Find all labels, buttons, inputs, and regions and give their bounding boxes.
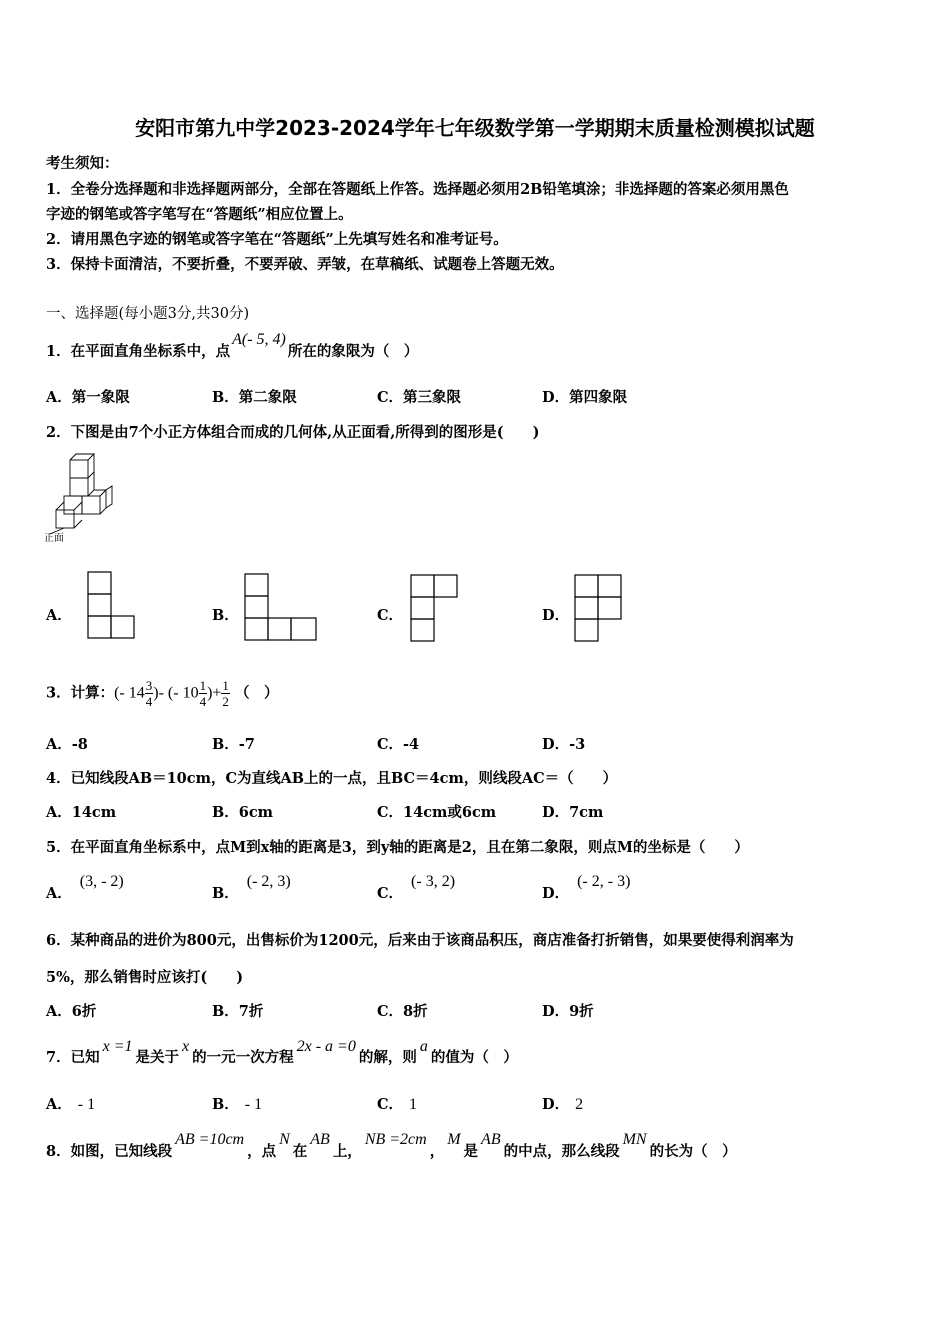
- q5-option-c[interactable]: [377, 873, 456, 903]
- q7-option-b[interactable]: [212, 1093, 262, 1114]
- q1-stem: [46, 331, 419, 361]
- q3-option-a[interactable]: A．-8: [46, 736, 88, 753]
- q1-point: A(- 5, 4): [232, 331, 286, 348]
- q7-text-3: 的一元一次方程: [192, 1049, 294, 1066]
- q7-option-d-value: 2: [575, 1096, 584, 1113]
- q4-stem: 4．已知线段AB＝10cm，C为直线AB上的一点，且BC＝4cm，则线段AC＝（ ）: [46, 770, 618, 787]
- q6-stem-line1: 6．某种商品的进价为800元，出售标价为1200元，后来由于该商品积压，商店准备打折销售，如果要使得利润率为: [46, 932, 794, 949]
- q2-option-b-figure[interactable]: [244, 573, 320, 643]
- q7-option-c-label: C．: [377, 1096, 404, 1113]
- q3-expr-a: (- 14: [114, 684, 145, 702]
- q5-option-b-value: (- 2, 3): [246, 873, 291, 890]
- q7-option-d[interactable]: [542, 1093, 583, 1114]
- notice-line-2: 2．请用黑色字迹的钢笔或答字笔在“答题纸”上先填写姓名和准考证号。: [46, 231, 508, 248]
- q5-option-d-label: D．: [542, 885, 570, 902]
- q5-option-d-value: (- 2, - 3): [577, 873, 631, 890]
- q8-math-2: N: [279, 1131, 290, 1148]
- notice-line-1a: 1．全卷分选择题和非选择题两部分，全部在答题纸上作答。选择题必须用2B铅笔填涂；非选择题的答案必须用黑色: [46, 181, 789, 198]
- q6-stem-line2: 5%，那么销售时应该打( ): [46, 969, 244, 986]
- q3-frac3-den: 2: [222, 694, 229, 709]
- q5-option-c-label: C．: [377, 885, 404, 902]
- q7-option-c[interactable]: [377, 1093, 417, 1114]
- q8-text-4: 上，: [332, 1143, 362, 1160]
- q3-frac3-num: 1: [222, 678, 229, 693]
- q3-expr-b: )- (- 10: [153, 684, 199, 702]
- notice-line-1b: 字迹的钢笔或答字笔写在“答题纸”相应位置上。: [46, 206, 353, 223]
- q7-option-d-label: D．: [542, 1096, 570, 1113]
- q3-text-pre: 3．计算：: [46, 684, 115, 702]
- q7-option-b-label: B．: [212, 1096, 239, 1113]
- q2-option-c-figure[interactable]: [410, 574, 462, 644]
- q8-text-3: 在: [292, 1143, 308, 1160]
- q7-option-b-value: - 1: [244, 1096, 263, 1113]
- q3-stem: [46, 678, 278, 709]
- q3-frac2-den: 4: [199, 694, 207, 709]
- section-heading: 一、选择题(每小题3分,共30分): [46, 306, 250, 322]
- q5-option-b[interactable]: [212, 873, 291, 903]
- q5-option-c-value: (- 3, 2): [411, 873, 456, 890]
- q7-option-a-value: - 1: [77, 1096, 96, 1113]
- q8-text-8: 的长为（ ）: [649, 1143, 737, 1160]
- q7-text-4: 的解，则: [358, 1049, 417, 1066]
- q5-option-a-label: A．: [46, 885, 72, 902]
- q6-option-b[interactable]: B．7折: [212, 1003, 264, 1020]
- q8-math-3: AB: [310, 1131, 330, 1148]
- q3-expr-c: )+: [207, 684, 222, 702]
- q2-stem: 2．下图是由7个小正方体组合而成的几何体,从正面看,所得到的图形是( ): [46, 424, 540, 441]
- q7-text-2: 是关于: [135, 1049, 179, 1066]
- q1-option-a[interactable]: A．第一象限: [46, 389, 130, 406]
- q8-math-4: NB =2cm: [364, 1131, 427, 1148]
- q5-stem: 5．在平面直角坐标系中，点M到x轴的距离是3，到y轴的距离是2，且在第二象限，则点M的坐标是（ ）: [46, 839, 749, 856]
- q7-option-a[interactable]: [46, 1093, 95, 1114]
- q7-math-1: x =1: [102, 1038, 133, 1055]
- q1-text-post: 所在的象限为（ ）: [287, 343, 419, 360]
- q7-option-a-label: A．: [46, 1096, 72, 1113]
- q6-option-d[interactable]: D．9折: [542, 1003, 594, 1020]
- q3-frac2-num: 1: [199, 678, 207, 693]
- q1-option-c[interactable]: C．第三象限: [377, 389, 462, 406]
- cube-solid-figure: [44, 448, 124, 544]
- page-title: 安阳市第九中学2023-2024学年七年级数学第一学期期末质量检测模拟试题: [135, 116, 815, 140]
- q8-text-5: ，: [429, 1143, 445, 1160]
- q4-option-b[interactable]: B．6cm: [212, 804, 274, 821]
- q7-stem: [46, 1038, 518, 1067]
- q6-option-a[interactable]: A．6折: [46, 1003, 97, 1020]
- front-label: 正面: [44, 533, 64, 544]
- q6-option-c[interactable]: C．8折: [377, 1003, 428, 1020]
- q1-text-pre: 1．在平面直角坐标系中，点: [46, 343, 231, 360]
- q7-option-c-value: 1: [409, 1096, 418, 1113]
- q3-option-c[interactable]: C．-4: [377, 736, 420, 753]
- q2-option-d-label[interactable]: D．: [542, 607, 570, 624]
- q2-option-b-label[interactable]: B．: [212, 607, 239, 624]
- q4-option-a[interactable]: A．14cm: [46, 804, 117, 821]
- q3-option-b[interactable]: B．-7: [212, 736, 255, 753]
- q8-text-6: 是: [463, 1143, 479, 1160]
- q7-text-5: 的值为（ ）: [430, 1049, 518, 1066]
- q2-option-a-figure[interactable]: [87, 571, 137, 641]
- q7-math-4: a: [419, 1038, 428, 1055]
- q8-text-1: 8．如图，已知线段: [46, 1143, 173, 1160]
- q8-text-7: 的中点，那么线段: [503, 1143, 620, 1160]
- q8-math-7: MN: [622, 1131, 647, 1148]
- q5-option-b-label: B．: [212, 885, 239, 902]
- q5-option-a-value: (3, - 2): [79, 873, 124, 890]
- q2-option-d-figure[interactable]: [574, 574, 626, 644]
- q8-stem: [46, 1131, 737, 1161]
- q3-frac1-num: 3: [145, 678, 153, 693]
- notice-heading: 考生须知：: [46, 155, 119, 172]
- q3-frac1-den: 4: [145, 694, 153, 709]
- q7-math-3: 2x - a =0: [296, 1038, 356, 1055]
- q8-math-6: AB: [481, 1131, 501, 1148]
- q1-option-b[interactable]: B．第二象限: [212, 389, 297, 406]
- notice-line-3: 3．保持卡面清洁，不要折叠，不要弄破、弄皱，在草稿纸、试题卷上答题无效。: [46, 256, 564, 273]
- q4-option-c[interactable]: C．14cm或6cm: [377, 804, 497, 821]
- q5-option-d[interactable]: [542, 873, 631, 903]
- q5-option-a[interactable]: [46, 873, 124, 903]
- q2-option-c-label[interactable]: C．: [377, 607, 404, 624]
- q2-option-a-label[interactable]: A．: [46, 607, 72, 624]
- q3-option-d[interactable]: D．-3: [542, 736, 586, 753]
- q8-math-5: M: [447, 1131, 461, 1148]
- q8-text-2: ，点: [247, 1143, 277, 1160]
- q8-math-1: AB =10cm: [175, 1131, 245, 1148]
- q4-option-d[interactable]: D．7cm: [542, 804, 604, 821]
- q7-math-2: x: [182, 1038, 190, 1055]
- q1-option-d[interactable]: D．第四象限: [542, 389, 628, 406]
- q3-text-post: （ ）: [234, 684, 279, 702]
- q7-text-1: 7．已知: [46, 1049, 100, 1066]
